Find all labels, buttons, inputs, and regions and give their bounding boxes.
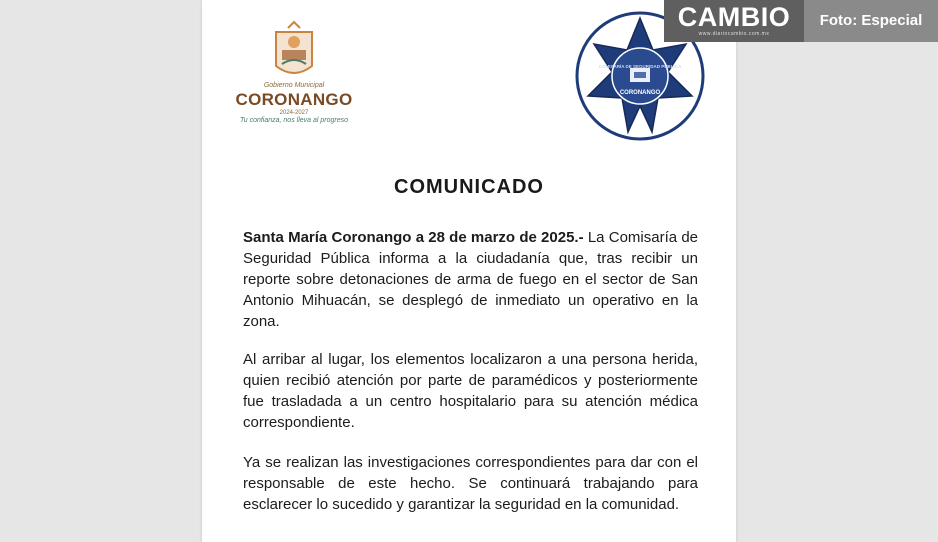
- paragraph-1: [243, 227, 698, 332]
- watermark: [664, 0, 938, 42]
- watermark-brand: CAMBIO: [677, 2, 791, 32]
- paragraph-1-body: La Comisaría de Seguridad Pública informa a la ciudadanía que, tras recibir un reporte sobre detonaciones de arma de fuego en el sector de San Antonio Mihuacán, se desplegó de inmediato un operativo en la zona.: [243, 229, 699, 330]
- municipality-years: 2024-2027: [279, 110, 309, 116]
- municipality-slogan: Tu confianza, nos lleva al progreso: [239, 117, 349, 124]
- municipality-emblem-icon: [232, 20, 356, 84]
- photo-credit: Foto: Especial: [804, 0, 938, 42]
- watermark-url: www.diariocambio.com.mx: [698, 31, 770, 37]
- watermark-brand-box: [664, 0, 804, 42]
- document-title: COMUNICADO: [394, 176, 544, 198]
- paragraph-1-lead: Santa María Coronango a 28 de marzo de 2025.-: [243, 229, 584, 246]
- paragraph-2: Al arribar al lugar, los elementos localizaron a una persona herida, quien recibió atención por parte de paramédicos y posteriormente fue trasladada a un centro hospitalario para su atención médica correspondiente.: [243, 351, 698, 431]
- badge-name: CORONANGO: [619, 90, 661, 96]
- municipality-name: CORONANGO: [235, 90, 353, 109]
- municipality-government-label: Gobierno Municipal: [263, 82, 325, 89]
- background-right: [736, 0, 938, 542]
- badge-agency-label: COMISARÍA DE SEGURIDAD PÚBLICA: [598, 64, 682, 69]
- paragraph-3: Ya se realizan las investigaciones correspondientes para dar con el responsable de este hecho. Se continuará trabajando para esclarecer lo sucedido y garantizar la seguridad en la comunidad.: [243, 454, 698, 513]
- municipality-logo: [232, 20, 356, 130]
- background-left: [0, 0, 202, 542]
